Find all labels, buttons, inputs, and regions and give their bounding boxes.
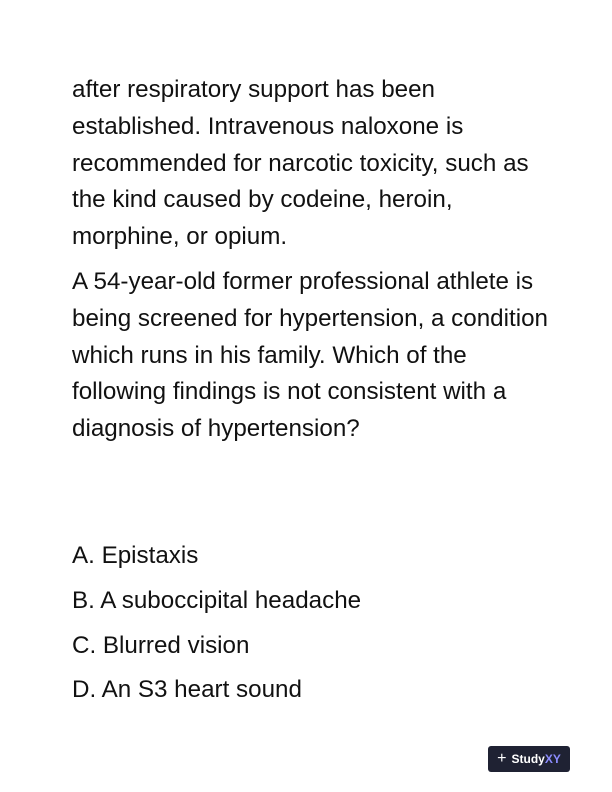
option-c: C. Blurred vision: [72, 631, 250, 659]
logo-text-main: Study: [511, 752, 545, 766]
logo-text: [511, 752, 560, 766]
document-body: [72, 72, 552, 448]
paragraph-question: A 54-year-old former professional athlete is being screened for hypertension, a condition which runs in his family. Which of the following findings is not consistent with a diagnosis of hypertension?: [72, 267, 549, 443]
option-a: A. Epistaxis: [72, 542, 199, 569]
logo-text-accent: XY: [544, 752, 561, 766]
option-d: D. An S3 heart sound: [72, 676, 302, 704]
studyxy-logo: [488, 746, 570, 772]
plus-icon: +: [497, 750, 507, 767]
answer-options: [72, 538, 552, 717]
option-b: B. A suboccipital headache: [72, 586, 362, 614]
paragraph-explanation: after respiratory support has been established. Intravenous naloxone is recommended for narcotic toxicity, such as the kind caused by codeine, heroin, morphine, or opium.: [72, 76, 529, 251]
